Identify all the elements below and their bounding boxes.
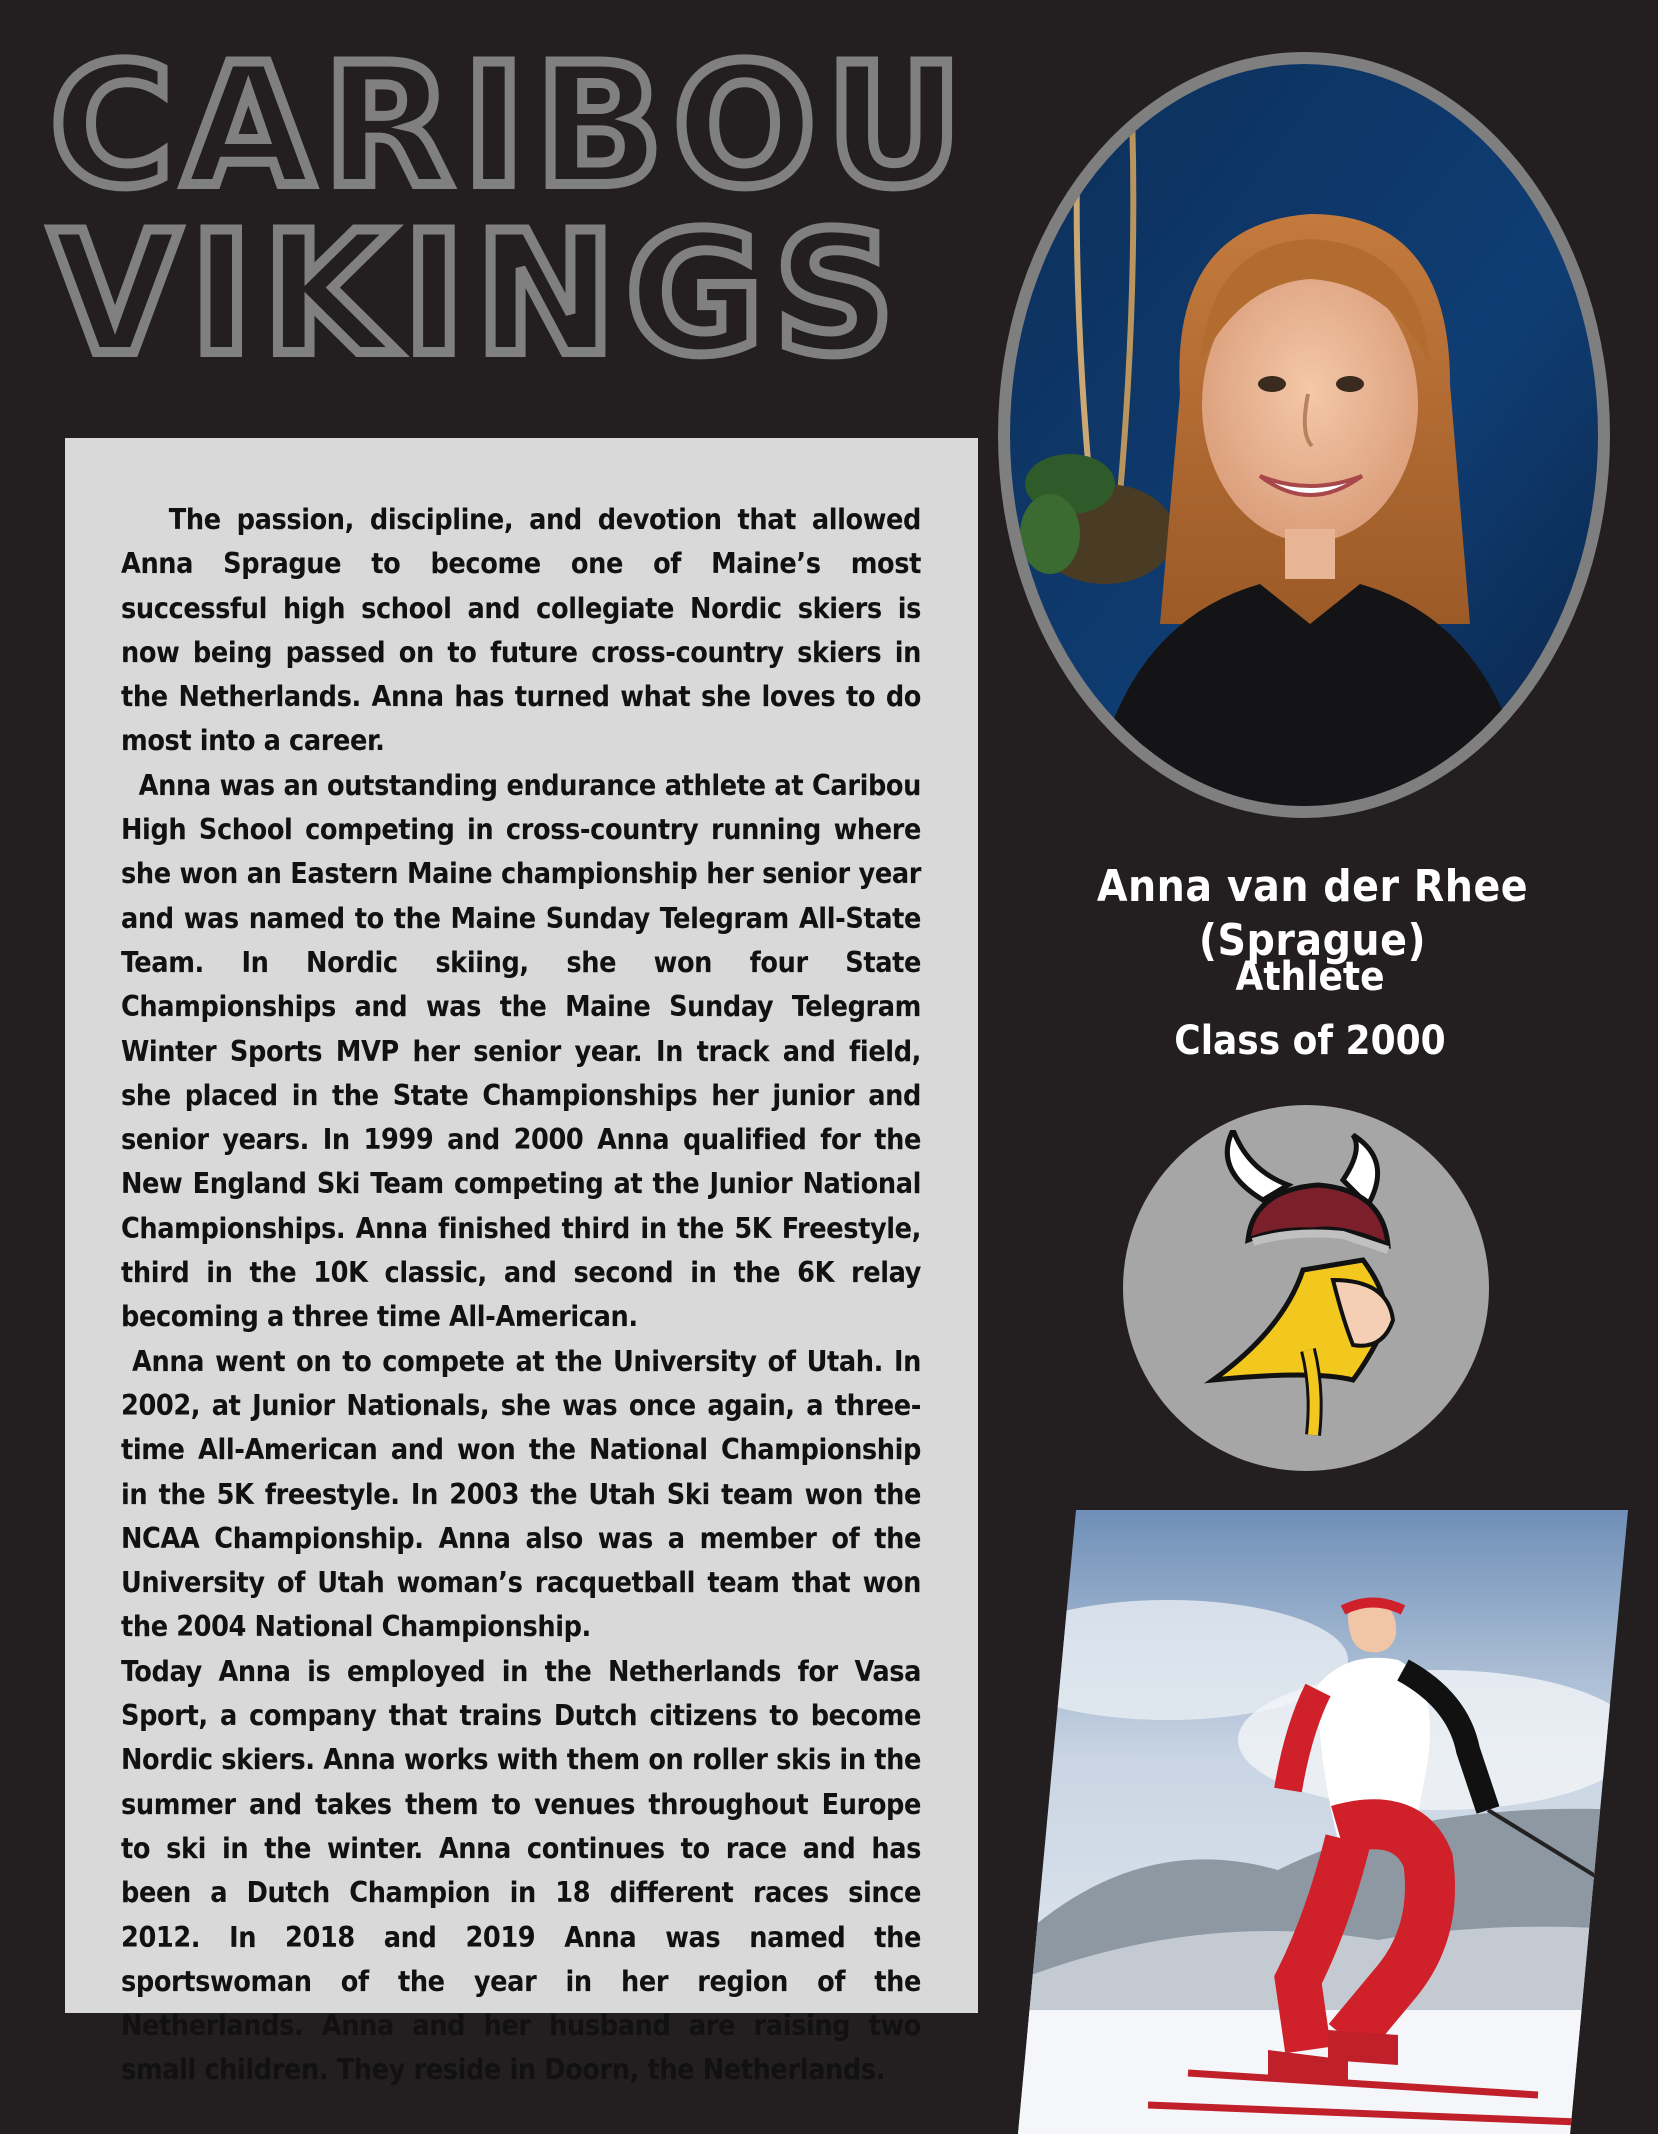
portrait-photo [1010, 64, 1598, 806]
bio-paragraph-2: Anna was an outstanding endurance athlete at Caribou High School competing in cross-country running where she won an Eastern Maine championship her senior year and was named to the Maine Sunday Telegram All-State Team. In Nordic skiing, she won four State Championships and was the Maine Sunday Telegram Winter Sports MVP her senior year. In track and field, she placed in the State Championships her junior and senior years. In 1999 and 2000 Anna qualified for the New England Ski Team competing at the Junior National Championships. Anna finished third in the 5K Freestyle, third in the 10K classic, and second in the 6K relay becoming a three time All-American. [121, 768, 921, 1334]
inductee-name: Anna van der Rhee (Sprague) [1096, 861, 1529, 966]
logo-circle [1123, 1105, 1489, 1471]
bio-panel [65, 438, 978, 2087]
portrait-frame [998, 52, 1610, 818]
bio-paragraph-4: Today Anna is employed in the Netherlands for Vasa Sport, a company that trains Dutch citizens to become Nordic skiers. Anna works with them on roller skis in the summer and takes them to venues throughout Europe to ski in the winter. Anna continues to race and has been a Dutch Champion in 18 different races since 2012. In 2018 and 2019 Anna was named the sportswoman of the year in her region of the Netherlands. Anna and her husband are raising two small children. They reside in Doorn, the Netherlands. [121, 1654, 921, 2087]
title-line-vikings: VIKINGS [50, 196, 905, 392]
inductee-role: Athlete [1235, 954, 1385, 1000]
skier-photo [1018, 1510, 1628, 2134]
title-line-caribou: CARIBOU [50, 28, 973, 224]
bio-text [121, 498, 921, 2093]
page-title [50, 28, 973, 392]
bio-paragraph-3: Anna went on to compete at the University of Utah. In 2002, at Junior Nationals, she was once again, a three-time All-American and won the National Championship in the 5K freestyle. In 2003 the Utah Ski team won the NCAA Championship. Anna also was a member of the University of Utah woman’s racquetball team that won the 2004 National Championship. [121, 1344, 921, 1644]
viking-head-logo-icon [1193, 1130, 1423, 1440]
bio-paragraph-1: The passion, discipline, and devotion that allowed Anna Sprague to become one of Maine’s most successful high school and collegiate Nordic skiers is now being passed on to future cross-country skiers in the Netherlands. Anna has turned what she loves to do most into a career. [121, 503, 921, 758]
inductee-class-year: Class of 2000 [1174, 1018, 1446, 1064]
